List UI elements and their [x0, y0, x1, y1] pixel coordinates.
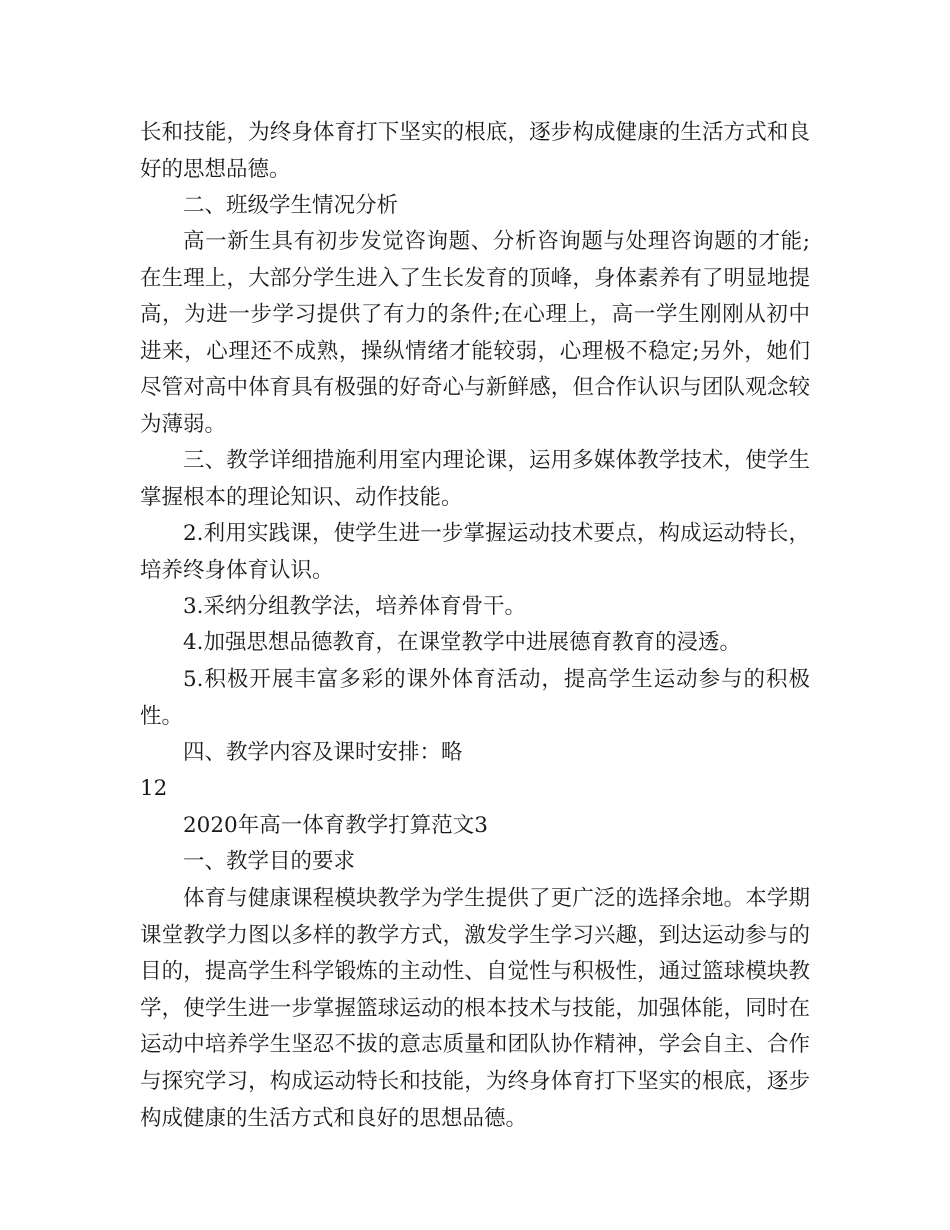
list-item-2: 2.利用实践课，使学生进一步掌握运动技术要点，构成运动特长，培养终身体育认识。 [140, 521, 810, 583]
paragraph-teaching-goals: 体育与健康课程模块教学为学生提供了更广泛的选择余地。本学期课堂教学力图以多样的教学方式，激发学生学习兴趣，到达运动参与的目的，提高学生科学锻炼的主动性、自觉性与积极性，通过篮球模块教学，使学生进一步掌握篮球运动的根本技术与技能，加强体能，同时在运动中培养学生坚忍不拔的意志质量和团队协作精神，学会自主、合作与探究学习，构成运动特长和技能，为终身体育打下坚实的根底，逐步构成健康的生活方式和良好的思想品德。 [140, 886, 810, 1131]
paragraph-continuation: 长和技能，为终身体育打下坚实的根底，逐步构成健康的生活方式和良好的思想品德。 [140, 120, 810, 182]
list-item-4: 4.加强思想品德教育，在课堂教学中进展德育教育的浸透。 [183, 630, 742, 655]
page-number: 12 [140, 776, 168, 801]
section-heading-teaching-measures: 三、教学详细措施利用室内理论课，运用多媒体教学技术，使学生掌握根本的理论知识、动作技能。 [140, 448, 810, 510]
article-title: 2020年高一体育教学打算范文3 [183, 813, 488, 838]
list-item-5: 5.积极开展丰富多彩的课外体育活动，提高学生运动参与的积极性。 [140, 667, 810, 729]
section-heading-content-schedule: 四、教学内容及课时安排：略 [183, 740, 463, 765]
section-heading-teaching-goals: 一、教学目的要求 [183, 849, 356, 874]
section-heading-class-analysis: 二、班级学生情况分析 [183, 193, 399, 218]
paragraph-class-analysis: 高一新生具有初步发觉咨询题、分析咨询题与处理咨询题的才能;在生理上，大部分学生进入了生长发育的顶峰，身体素养有了明显地提高，为进一步学习提供了有力的条件;在心理上，高一学生刚刚从初中进来，心理还不成熟，操纵情绪才能较弱，心理极不稳定;另外，她们尽管对高中体育具有极强的好奇心与新鲜感，但合作认识与团队观念较为薄弱。 [140, 229, 810, 437]
list-item-3: 3.采纳分组教学法，培养体育骨干。 [183, 594, 527, 619]
